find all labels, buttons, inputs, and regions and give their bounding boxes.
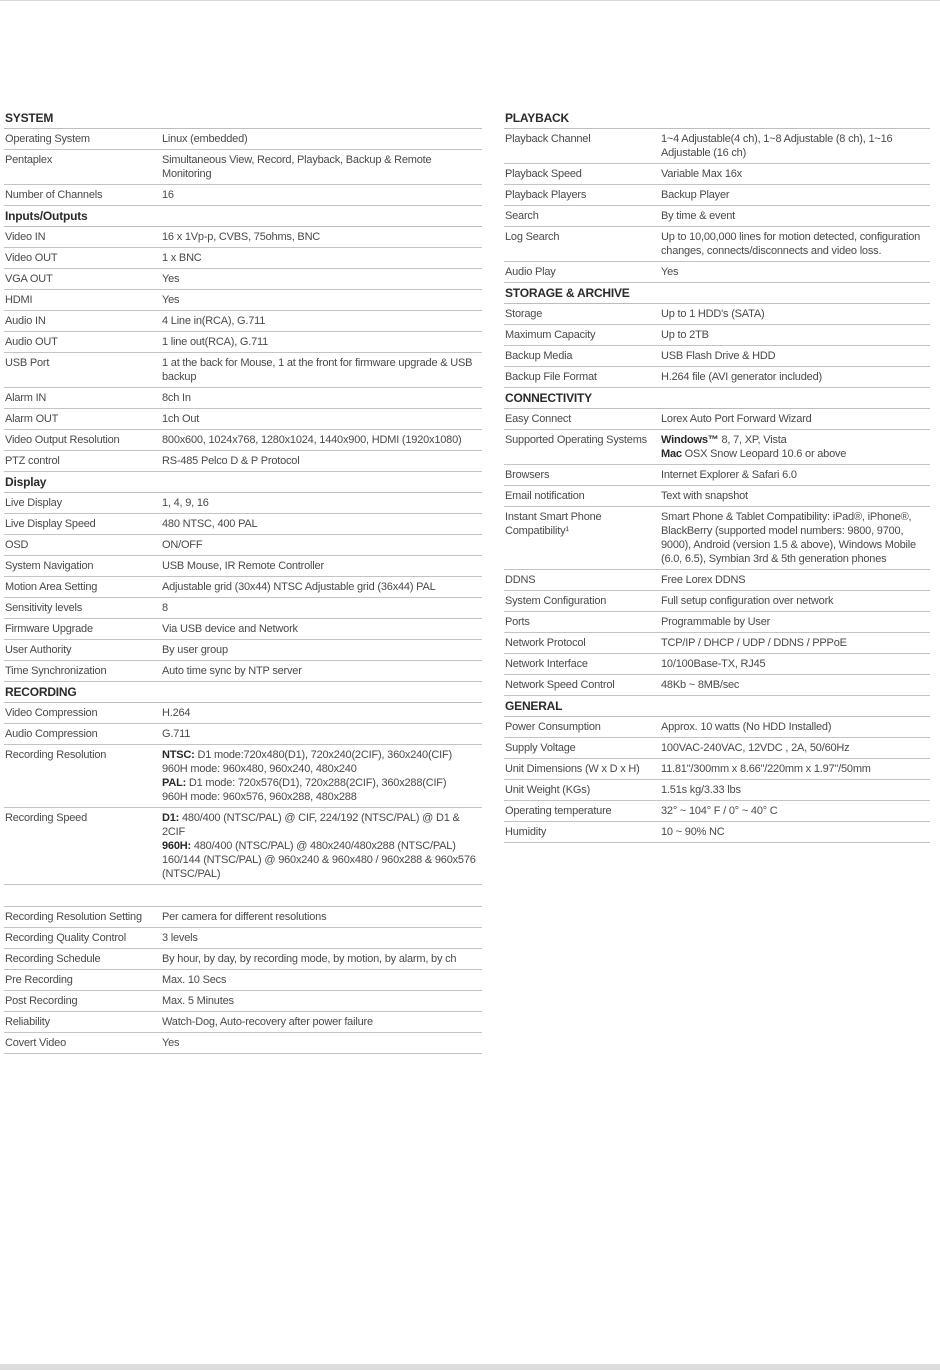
section-heading-system: SYSTEM bbox=[4, 108, 482, 129]
spec-row bbox=[4, 619, 482, 640]
spec-value: Variable Max 16x bbox=[661, 168, 742, 180]
spec-row bbox=[4, 928, 482, 949]
spec-label: Playback Speed bbox=[505, 168, 582, 180]
spec-row bbox=[504, 570, 930, 591]
spec-value: Yes bbox=[661, 266, 679, 278]
spec-value: 1 line out(RCA), G.711 bbox=[162, 336, 269, 348]
spec-label: Recording Quality Control bbox=[5, 932, 126, 944]
mac-label: Mac bbox=[661, 448, 682, 460]
spec-label: Live Display bbox=[5, 497, 62, 509]
spec-value: H.264 bbox=[162, 707, 191, 719]
spec-row bbox=[504, 164, 930, 185]
spec-value: 4 Line in(RCA), G.711 bbox=[162, 315, 266, 327]
spec-value: 1ch Out bbox=[162, 413, 200, 425]
mac-versions: OSX Snow Leopard 10.6 or above bbox=[684, 448, 847, 460]
spec-label: Unit Dimensions (W x D x H) bbox=[505, 763, 640, 775]
spec-label: Motion Area Setting bbox=[5, 581, 98, 593]
spec-label: Playback Channel bbox=[505, 133, 591, 145]
spec-row bbox=[4, 129, 482, 150]
spec-value: Yes bbox=[162, 273, 180, 285]
spec-row bbox=[4, 1012, 482, 1033]
spec-value: Watch-Dog, Auto-recovery after power failure bbox=[162, 1016, 373, 1028]
spec-row bbox=[4, 353, 482, 388]
spec-row bbox=[504, 367, 930, 388]
spec-label: Power Consumption bbox=[505, 721, 601, 733]
spec-label: Alarm OUT bbox=[5, 413, 59, 425]
spec-value: Yes bbox=[162, 294, 180, 306]
spec-value: Adjustable grid (30x44) NTSC Adjustable grid (36x44) PAL bbox=[162, 581, 436, 593]
spec-row bbox=[4, 409, 482, 430]
spec-label: Video Compression bbox=[5, 707, 98, 719]
spec-value: Programmable by User bbox=[661, 616, 771, 628]
spec-value: Simultaneous View, Record, Playback, Backup & Remote Monitoring bbox=[162, 154, 432, 180]
spec-row bbox=[504, 304, 930, 325]
spec-label: Video Output Resolution bbox=[5, 434, 120, 446]
spec-row bbox=[4, 332, 482, 353]
spec-value: Auto time sync by NTP server bbox=[162, 665, 302, 677]
spec-row bbox=[504, 346, 930, 367]
spec-value: Smart Phone & Tablet Compatibility: iPad®, iPhone®, BlackBerry (supported model numbers: 9800, 9700, 9000), Android (version 1.5 & above), Windows Mobile (6.0, 6.5), Symbian 3rd & 5th generation phones bbox=[661, 511, 916, 565]
spec-value: 3 levels bbox=[162, 932, 198, 944]
spec-label: Recording Resolution Setting bbox=[5, 911, 142, 923]
spec-label: Covert Video bbox=[5, 1037, 66, 1049]
ntsc-960h-text: 960H mode: 960x480, 960x240, 480x240 bbox=[162, 763, 357, 775]
spec-value: 1~4 Adjustable(4 ch), 1~8 Adjustable (8 ch), 1~16 Adjustable (16 ch) bbox=[661, 133, 893, 159]
spec-value: 480 NTSC, 400 PAL bbox=[162, 518, 258, 530]
spec-row bbox=[504, 325, 930, 346]
ntsc-label: NTSC: bbox=[162, 749, 195, 761]
spec-value: TCP/IP / DHCP / UDP / DDNS / PPPoE bbox=[661, 637, 847, 649]
spec-label: User Authority bbox=[5, 644, 72, 656]
spec-label: Live Display Speed bbox=[5, 518, 96, 530]
spec-row bbox=[4, 640, 482, 661]
spec-row bbox=[504, 185, 930, 206]
spec-label: Browsers bbox=[505, 469, 550, 481]
spec-value: Internet Explorer & Safari 6.0 bbox=[661, 469, 797, 481]
spec-label: Network Speed Control bbox=[505, 679, 615, 691]
section-heading-connectivity: CONNECTIVITY bbox=[504, 388, 930, 409]
spec-label: Storage bbox=[505, 308, 543, 320]
windows-label: Windows™ bbox=[661, 434, 719, 446]
spec-label: Audio Compression bbox=[5, 728, 98, 740]
spec-label: Backup Media bbox=[505, 350, 573, 362]
spec-label: Recording Schedule bbox=[5, 953, 101, 965]
960h-label: 960H: bbox=[162, 840, 191, 852]
spec-label: Log Search bbox=[505, 231, 560, 243]
spec-label: Supply Voltage bbox=[505, 742, 576, 754]
spec-label: Video IN bbox=[5, 231, 46, 243]
spec-value: By time & event bbox=[661, 210, 736, 222]
spec-label: Reliability bbox=[5, 1016, 50, 1028]
spec-value: Text with snapshot bbox=[661, 490, 748, 502]
section-recording-more bbox=[4, 907, 482, 1054]
pal-960h-text: 960H mode: 960x576, 960x288, 480x288 bbox=[162, 791, 357, 803]
spec-value: 100VAC-240VAC, 12VDC , 2A, 50/60Hz bbox=[661, 742, 850, 754]
spec-value bbox=[659, 430, 930, 464]
spec-label: Backup File Format bbox=[505, 371, 597, 383]
spec-row-recording-resolution bbox=[4, 745, 482, 808]
spec-value: 1.51s kg/3.33 lbs bbox=[661, 784, 741, 796]
section-heading-display: Display bbox=[4, 472, 482, 493]
section-connectivity bbox=[504, 465, 930, 696]
spec-row bbox=[504, 262, 930, 283]
spec-value: 800x600, 1024x768, 1280x1024, 1440x900, HDMI (1920x1080) bbox=[162, 434, 462, 446]
spec-label: Post Recording bbox=[5, 995, 78, 1007]
spec-row bbox=[4, 598, 482, 619]
spec-column-left bbox=[4, 108, 482, 1054]
spec-label: Number of Channels bbox=[5, 189, 103, 201]
spec-row bbox=[4, 150, 482, 185]
spec-label: Easy Connect bbox=[505, 413, 572, 425]
spec-row bbox=[504, 465, 930, 486]
spec-label: DDNS bbox=[505, 574, 536, 586]
spec-label: Video OUT bbox=[5, 252, 58, 264]
spec-value: Max. 10 Secs bbox=[162, 974, 227, 986]
spec-row bbox=[4, 577, 482, 598]
d1-speed-text: 480/400 (NTSC/PAL) @ CIF, 224/192 (NTSC/PAL) @ D1 & 2CIF bbox=[162, 812, 460, 838]
section-system bbox=[4, 129, 482, 206]
spec-label: Instant Smart Phone Compatibility¹ bbox=[505, 511, 602, 537]
spec-value: 8 bbox=[162, 602, 168, 614]
spec-row bbox=[4, 661, 482, 682]
spec-value: Full setup configuration over network bbox=[661, 595, 834, 607]
spec-value: By user group bbox=[162, 644, 228, 656]
spec-value: 10/100Base-TX, RJ45 bbox=[661, 658, 766, 670]
spec-label: Network Protocol bbox=[505, 637, 586, 649]
ntsc-d1-text: D1 mode:720x480(D1), 720x240(2CIF), 360x240(CIF) bbox=[197, 749, 452, 761]
spec-row bbox=[4, 290, 482, 311]
spec-label: OSD bbox=[5, 539, 29, 551]
spec-label: Ports bbox=[505, 616, 530, 628]
spec-row bbox=[504, 633, 930, 654]
section-inputs-outputs bbox=[4, 227, 482, 472]
section-playback bbox=[504, 129, 930, 283]
pal-d1-text: D1 mode: 720x576(D1), 720x288(2CIF), 360x288(CIF) bbox=[188, 777, 447, 789]
spec-value: Per camera for different resolutions bbox=[162, 911, 327, 923]
spec-value: USB Flash Drive & HDD bbox=[661, 350, 776, 362]
spec-label: Alarm IN bbox=[5, 392, 47, 404]
windows-versions: 8, 7, XP, Vista bbox=[721, 434, 787, 446]
spec-label: Playback Players bbox=[505, 189, 587, 201]
spec-row bbox=[504, 738, 930, 759]
spec-value: Via USB device and Network bbox=[162, 623, 298, 635]
spec-value: Approx. 10 watts (No HDD Installed) bbox=[661, 721, 832, 733]
section-heading-recording: RECORDING bbox=[4, 682, 482, 703]
spec-label: Search bbox=[505, 210, 539, 222]
spec-row bbox=[4, 227, 482, 248]
spec-row bbox=[4, 724, 482, 745]
spec-value: 1, 4, 9, 16 bbox=[162, 497, 209, 509]
spec-value: By hour, by day, by recording mode, by motion, by alarm, by ch bbox=[162, 953, 457, 965]
spec-value: Yes bbox=[162, 1037, 180, 1049]
spec-label: Audio OUT bbox=[5, 336, 58, 348]
section-recording bbox=[4, 703, 482, 745]
spec-value: Backup Player bbox=[661, 189, 730, 201]
spec-value: Up to 2TB bbox=[661, 329, 709, 341]
section-heading-storage: STORAGE & ARCHIVE bbox=[504, 283, 930, 304]
spec-row bbox=[4, 388, 482, 409]
d1-label: D1: bbox=[162, 812, 180, 824]
spec-row bbox=[4, 949, 482, 970]
spec-label: PTZ control bbox=[5, 455, 60, 467]
section-general bbox=[504, 717, 930, 843]
spec-value: Up to 1 HDD's (SATA) bbox=[661, 308, 765, 320]
spec-label: HDMI bbox=[5, 294, 33, 306]
spec-label: USB Port bbox=[5, 357, 50, 369]
spec-row bbox=[504, 675, 930, 696]
spec-value: 8ch In bbox=[162, 392, 191, 404]
spec-row-easy-connect bbox=[504, 409, 930, 430]
spec-row bbox=[504, 801, 930, 822]
spec-row bbox=[4, 1033, 482, 1054]
spec-row bbox=[504, 717, 930, 738]
spec-label: Operating temperature bbox=[505, 805, 612, 817]
spec-label: Humidity bbox=[505, 826, 547, 838]
bottom-bar bbox=[0, 1364, 940, 1370]
spec-row bbox=[4, 493, 482, 514]
spec-row bbox=[504, 654, 930, 675]
spec-value: 10 ~ 90% NC bbox=[661, 826, 725, 838]
spec-label: Email notification bbox=[505, 490, 585, 502]
spec-value: 11.81"/300mm x 8.66"/220mm x 1.97"/50mm bbox=[661, 763, 871, 775]
spec-row bbox=[4, 248, 482, 269]
spec-row bbox=[4, 907, 482, 928]
spec-row bbox=[4, 970, 482, 991]
spec-row bbox=[504, 486, 930, 507]
top-rule bbox=[0, 0, 940, 1]
spec-row bbox=[504, 822, 930, 843]
spec-row bbox=[504, 612, 930, 633]
section-display bbox=[4, 493, 482, 682]
spec-label: Network Interface bbox=[505, 658, 588, 670]
spec-value: Up to 10,00,000 lines for motion detected, configuration changes, connects/disconnects and video loss. bbox=[661, 231, 921, 257]
spec-label: Time Synchronization bbox=[5, 665, 107, 677]
spec-row bbox=[4, 269, 482, 290]
spec-label: Recording Speed bbox=[5, 812, 88, 824]
spec-row bbox=[4, 991, 482, 1012]
spec-row bbox=[504, 129, 930, 164]
spec-label: System Navigation bbox=[5, 560, 94, 572]
spec-label: Pentaplex bbox=[5, 154, 53, 166]
spec-label: Supported Operating Systems bbox=[505, 434, 647, 446]
spec-value: 16 bbox=[162, 189, 174, 201]
spec-row-recording-speed bbox=[4, 808, 482, 885]
spec-label: Operating System bbox=[5, 133, 90, 145]
spec-label: System Configuration bbox=[505, 595, 607, 607]
spec-value: Lorex Auto Port Forward Wizard bbox=[661, 413, 812, 425]
spec-value: ON/OFF bbox=[162, 539, 203, 551]
spec-label: VGA OUT bbox=[5, 273, 53, 285]
spec-row bbox=[4, 703, 482, 724]
blank-row bbox=[4, 885, 482, 907]
spec-value bbox=[160, 808, 482, 884]
spec-value: H.264 file (AVI generator included) bbox=[661, 371, 822, 383]
spec-row bbox=[504, 206, 930, 227]
spec-row bbox=[4, 451, 482, 472]
960h-speed-text: 480/400 (NTSC/PAL) @ 480x240/480x288 (NTSC/PAL) 160/144 (NTSC/PAL) @ 960x240 & 960x480 / 960x288 & 960x576 (NTSC/PAL) bbox=[162, 840, 476, 880]
spec-label: Firmware Upgrade bbox=[5, 623, 93, 635]
spec-value: Free Lorex DDNS bbox=[661, 574, 746, 586]
spec-value: G.711 bbox=[162, 728, 191, 740]
spec-row bbox=[504, 591, 930, 612]
spec-row bbox=[4, 514, 482, 535]
spec-row-supported-os bbox=[504, 430, 930, 465]
spec-value: 1 x BNC bbox=[162, 252, 202, 264]
spec-row bbox=[504, 780, 930, 801]
spec-row bbox=[4, 311, 482, 332]
spec-label: Unit Weight (KGs) bbox=[505, 784, 591, 796]
spec-row bbox=[504, 507, 930, 570]
spec-row bbox=[504, 759, 930, 780]
section-storage bbox=[504, 304, 930, 388]
spec-row bbox=[4, 556, 482, 577]
spec-label: Pre Recording bbox=[5, 974, 73, 986]
spec-value: Max. 5 Minutes bbox=[162, 995, 234, 1007]
spec-value: RS-485 Pelco D & P Protocol bbox=[162, 455, 300, 467]
spec-label: Recording Resolution bbox=[5, 749, 107, 761]
spec-label: Audio IN bbox=[5, 315, 46, 327]
spec-value: 16 x 1Vp-p, CVBS, 75ohms, BNC bbox=[162, 231, 321, 243]
spec-label: Maximum Capacity bbox=[505, 329, 596, 341]
spec-column-right bbox=[504, 108, 930, 843]
section-heading-inputs-outputs: Inputs/Outputs bbox=[4, 206, 482, 227]
section-heading-general: GENERAL bbox=[504, 696, 930, 717]
spec-value: 48Kb ~ 8MB/sec bbox=[661, 679, 740, 691]
spec-row bbox=[4, 535, 482, 556]
spec-value: 1 at the back for Mouse, 1 at the front for firmware upgrade & USB backup bbox=[162, 357, 473, 383]
spec-value: USB Mouse, IR Remote Controller bbox=[162, 560, 324, 572]
spec-value bbox=[160, 745, 482, 807]
spec-row bbox=[4, 185, 482, 206]
spec-label: Audio Play bbox=[505, 266, 556, 278]
spec-row bbox=[4, 430, 482, 451]
spec-value: Linux (embedded) bbox=[162, 133, 248, 145]
spec-value: 32° ~ 104° F / 0° ~ 40° C bbox=[661, 805, 778, 817]
pal-label: PAL: bbox=[162, 777, 187, 789]
section-heading-playback: PLAYBACK bbox=[504, 108, 930, 129]
spec-row bbox=[504, 227, 930, 262]
spec-label: Sensitivity levels bbox=[5, 602, 83, 614]
